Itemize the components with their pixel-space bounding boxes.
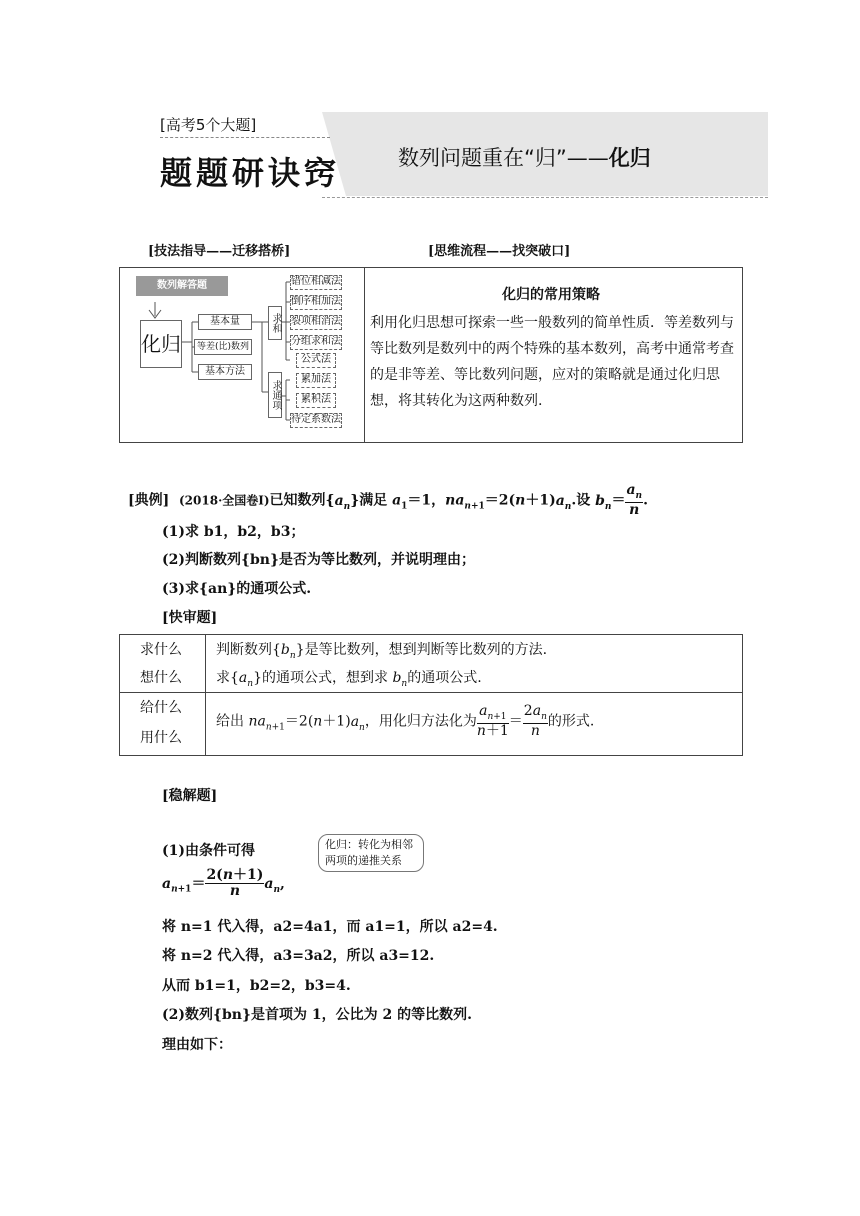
row1-right-1: 判断数列$\{b_n\}$是等比数列，想到判断等比数列的方法.: [216, 642, 548, 661]
row1-right-2: 求$\{a_n\}$的通项公式，想到求 $b_n$的通项公式.: [216, 670, 482, 689]
question-1: (1)求 b1，b2，b3；: [162, 524, 305, 540]
technique-label: [技法指导——迁移搭桥]: [148, 244, 291, 259]
solution-step-4: 从而 b1=1，b2=2，b3=4.: [162, 978, 351, 994]
row2-left-2: 用什么: [140, 730, 182, 746]
row2-left-1: 给什么: [140, 700, 182, 716]
table-vertical-line: [205, 634, 206, 756]
solution-step-1: (1)由条件可得: [162, 843, 255, 859]
term-method-3: 待定系数法: [290, 413, 342, 428]
header-topic-title: 数列问题重在“归”——化归: [398, 146, 651, 170]
solution-step-5: (2)数列{bn}是首项为 1，公比为 2 的等比数列.: [162, 1007, 472, 1023]
diagram-center: 化归: [140, 320, 182, 368]
solution-step-2: 将 n=1 代入得，a2=4a1，而 a1=1，所以 a2=4.: [162, 919, 498, 935]
sum-method-4: 分组求和法: [290, 335, 342, 350]
question-3: (3)求{an}的通项公式.: [162, 581, 312, 597]
sum-method-5: 公式法: [296, 353, 336, 368]
term-method-2: 累积法: [296, 393, 336, 408]
solution-step-3: 将 n=2 代入得，a3=3a2，所以 a3=12.: [162, 948, 435, 964]
header-main-title: 题题研诀窍: [160, 154, 341, 192]
solution-step-6: 理由如下：: [162, 1037, 232, 1053]
row1-left-2: 想什么: [140, 670, 182, 686]
diagram-group-term: 求通项: [268, 372, 282, 418]
sum-method-2: 倒序相加法: [290, 295, 342, 310]
header-tag: [高考5个大题]: [160, 116, 257, 134]
row1-left-1: 求什么: [140, 642, 182, 658]
table-horizontal-line: [119, 692, 743, 693]
term-method-1: 累加法: [296, 373, 336, 388]
diagram-middle-3: 基本方法: [198, 364, 252, 380]
diagram-middle-2: 等差(比)数列: [194, 339, 252, 355]
header-bottom-line: [322, 197, 768, 198]
strategy-title: 化归的常用策略: [502, 287, 600, 303]
example-statement: [典例] (2018·全国卷Ⅰ)已知数列$\{a_n\}$满足 $a_1=1$，$na_{n+1}=2(n+1)a_n$.设 $b_n=$ $\frac{a_n}{n}$ .: [128, 482, 648, 518]
recurrence-formula: $a_{n+1}=$ $\frac{2(n+1)}{n}$ $a_n$,: [162, 867, 285, 900]
sum-method-1: 错位相减法: [290, 275, 342, 290]
thinking-label: [思维流程——找突破口]: [428, 244, 571, 259]
quick-review-label: [快审题]: [162, 610, 218, 626]
diagram-group-sum: 求和: [268, 306, 282, 340]
callout-note: 化归：转化为相邻 两项的递推关系: [318, 834, 424, 872]
strategy-body: 利用化归思想可探索一些一般数列的简单性质．等差数列与等比数列是数列中的两个特殊的基本数列，高考中通常考查的是非等差、等比数列问题，应对的策略就是通过化归思想，将其转化为这两种数列.: [370, 315, 734, 409]
question-2: (2)判断数列{bn}是否为等比数列，并说明理由；: [162, 552, 475, 568]
sum-method-3: 裂项相消法: [290, 315, 342, 330]
row2-right: 给出 $na_{n+1}=2(n+1)a_n$，用化归方法化为 $\frac{a_{n+1}}{n+1}$ ＝ $\frac{2a_n}{n}$ 的形式.: [216, 703, 595, 739]
diagram-middle-1: 基本量: [198, 314, 252, 330]
header-dash-line: [160, 137, 330, 138]
diagram-top-label: 数列解答题: [136, 276, 228, 296]
method-divider: [364, 267, 365, 443]
solution-label: [稳解题]: [162, 788, 218, 804]
method-diagram: [130, 272, 360, 438]
